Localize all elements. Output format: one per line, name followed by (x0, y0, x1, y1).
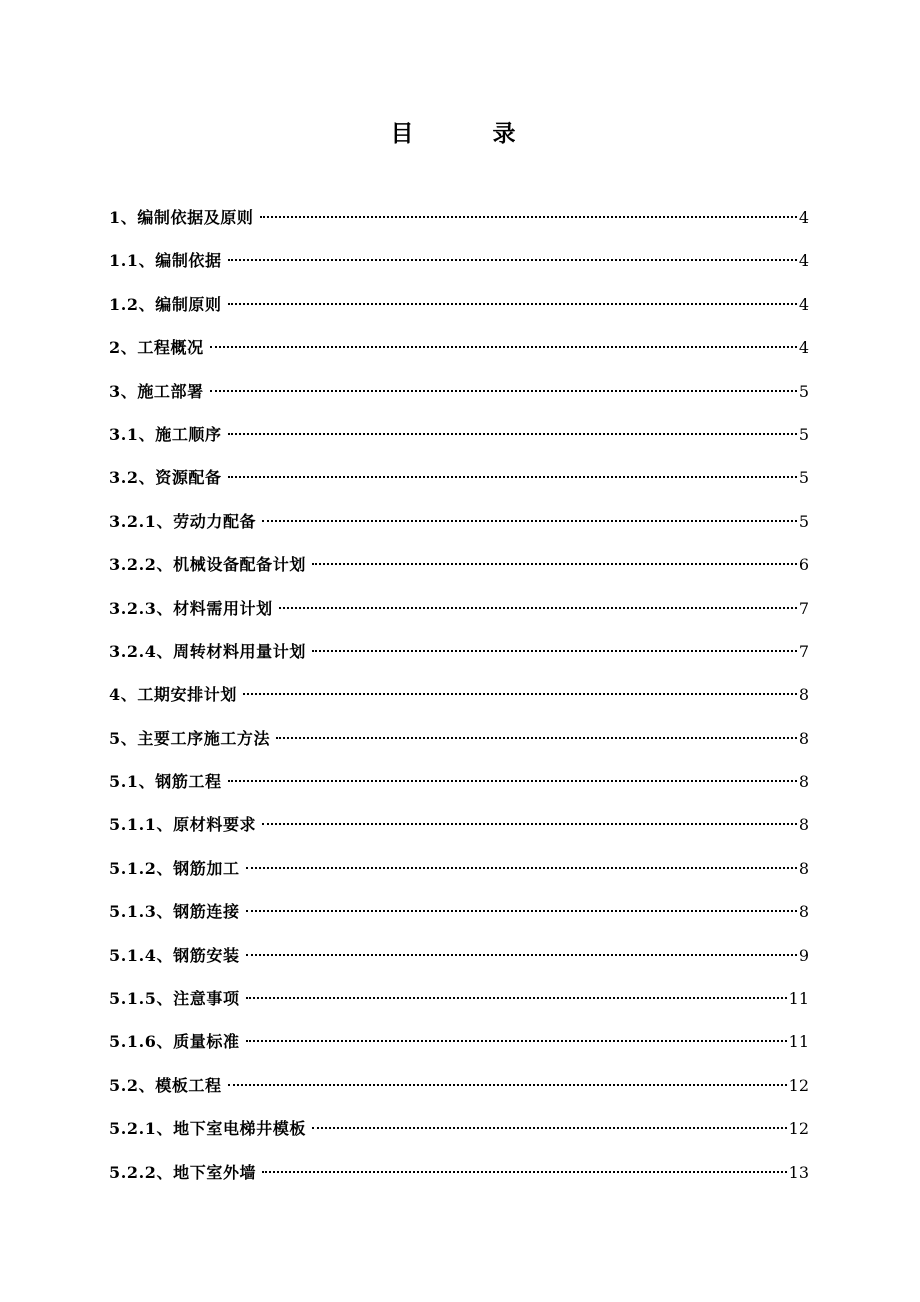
toc-entry-label: 5.2.1、地下室电梯井模板 (109, 1119, 306, 1139)
toc-page-number: 11 (788, 989, 809, 1009)
toc-page-number: 8 (798, 815, 809, 835)
toc-entry-label: 5.1.3、钢筋连接 (109, 902, 240, 922)
toc-entry[interactable] (109, 1071, 809, 1114)
toc-page-number: 8 (798, 902, 809, 922)
toc-entry[interactable] (109, 680, 809, 723)
toc-page-number: 7 (798, 598, 809, 618)
toc-entry-label: 5.1.6、质量标准 (109, 1032, 240, 1052)
toc-dot-leader (246, 954, 797, 956)
toc-page-number: 5 (798, 424, 809, 444)
toc-dot-leader (228, 476, 797, 478)
toc-entry-label: 5.1.2、钢筋加工 (109, 858, 240, 878)
toc-dot-leader (262, 520, 797, 522)
toc-page-number: 7 (798, 641, 809, 661)
toc-dot-leader (262, 823, 797, 825)
toc-page-number: 4 (798, 208, 809, 227)
toc-entry[interactable] (109, 897, 809, 940)
toc-dot-leader (246, 910, 797, 912)
toc-entry[interactable] (109, 333, 809, 376)
toc-page-number: 12 (788, 1119, 809, 1139)
toc-title: 目 录 (390, 120, 544, 147)
toc-entry-label: 5.1.5、注意事项 (109, 989, 240, 1009)
toc-entry-label: 3.2.1、劳动力配备 (109, 511, 257, 531)
toc-page-number: 4 (798, 251, 809, 271)
toc-entry-label: 3.2.2、机械设备配备计划 (109, 555, 306, 575)
toc-dot-leader (228, 433, 797, 435)
toc-page-number: 8 (798, 685, 809, 705)
toc-dot-leader (243, 693, 797, 695)
toc-entry[interactable] (109, 507, 809, 550)
toc-entry-label: 3.1、施工顺序 (109, 424, 222, 444)
toc-entry[interactable] (109, 377, 809, 420)
toc-page-number: 4 (798, 338, 809, 358)
toc-dot-leader (312, 650, 797, 652)
toc-entry[interactable] (109, 420, 809, 463)
toc-entry-label: 3.2、资源配备 (109, 468, 222, 488)
toc-entry[interactable] (109, 203, 809, 246)
toc-entry-label: 5.1.1、原材料要求 (109, 815, 257, 835)
toc-dot-leader (228, 780, 797, 782)
toc-entry-label: 3、施工部署 (109, 381, 204, 401)
toc-page-number: 8 (798, 728, 809, 748)
toc-entry-label: 5.2.2、地下室外墙 (109, 1162, 257, 1182)
toc-page-number: 13 (788, 1162, 809, 1182)
toc-entry[interactable] (109, 1158, 809, 1201)
toc-page-number: 5 (798, 468, 809, 488)
toc-entry[interactable] (109, 1114, 809, 1157)
toc-entry-label: 3.2.3、材料需用计划 (109, 598, 273, 618)
toc-entry-label: 4、工期安排计划 (109, 685, 237, 705)
toc-page-number: 8 (798, 772, 809, 792)
toc-entry-label: 1.1、编制依据 (109, 251, 222, 271)
toc-page-number: 12 (788, 1075, 809, 1095)
toc-entry-label: 2、工程概况 (109, 338, 204, 358)
toc-entry[interactable] (109, 984, 809, 1027)
toc-entry[interactable] (109, 941, 809, 984)
toc-page-number: 5 (798, 381, 809, 401)
toc-dot-leader (246, 867, 797, 869)
toc-dot-leader (246, 997, 787, 999)
toc-dot-leader (228, 303, 797, 305)
toc-dot-leader (279, 607, 797, 609)
toc-page-number: 5 (798, 511, 809, 531)
toc-entry-label: 5.2、模板工程 (109, 1075, 222, 1095)
toc-list (109, 203, 809, 1201)
toc-entry-label: 1、编制依据及原则 (109, 208, 254, 227)
toc-dot-leader (210, 390, 797, 392)
toc-entry[interactable] (109, 1027, 809, 1070)
toc-entry[interactable] (109, 767, 809, 810)
toc-dot-leader (312, 1127, 787, 1129)
toc-entry-label: 5、主要工序施工方法 (109, 728, 271, 748)
toc-entry[interactable] (109, 854, 809, 897)
toc-dot-leader (262, 1171, 787, 1173)
toc-entry-label: 3.2.4、周转材料用量计划 (109, 641, 306, 661)
toc-entry[interactable] (109, 637, 809, 680)
toc-page-number: 8 (798, 858, 809, 878)
toc-dot-leader (246, 1040, 787, 1042)
toc-entry[interactable] (109, 594, 809, 637)
toc-entry-label: 5.1、钢筋工程 (109, 772, 222, 792)
toc-entry[interactable] (109, 810, 809, 853)
toc-entry[interactable] (109, 290, 809, 333)
toc-dot-leader (228, 1084, 787, 1086)
toc-dot-leader (210, 346, 797, 348)
toc-page-number: 4 (798, 294, 809, 314)
toc-entry[interactable] (109, 550, 809, 593)
toc-dot-leader (260, 216, 797, 218)
toc-page-number: 6 (798, 555, 809, 575)
toc-dot-leader (228, 259, 797, 261)
toc-page-number: 11 (788, 1032, 809, 1052)
toc-page-number: 9 (798, 945, 809, 965)
toc-dot-leader (312, 563, 797, 565)
toc-entry[interactable] (109, 724, 809, 767)
toc-entry[interactable] (109, 246, 809, 289)
toc-entry-label: 1.2、编制原则 (109, 294, 222, 314)
toc-entry[interactable] (109, 463, 809, 506)
toc-dot-leader (276, 737, 797, 739)
toc-entry-label: 5.1.4、钢筋安装 (109, 945, 240, 965)
